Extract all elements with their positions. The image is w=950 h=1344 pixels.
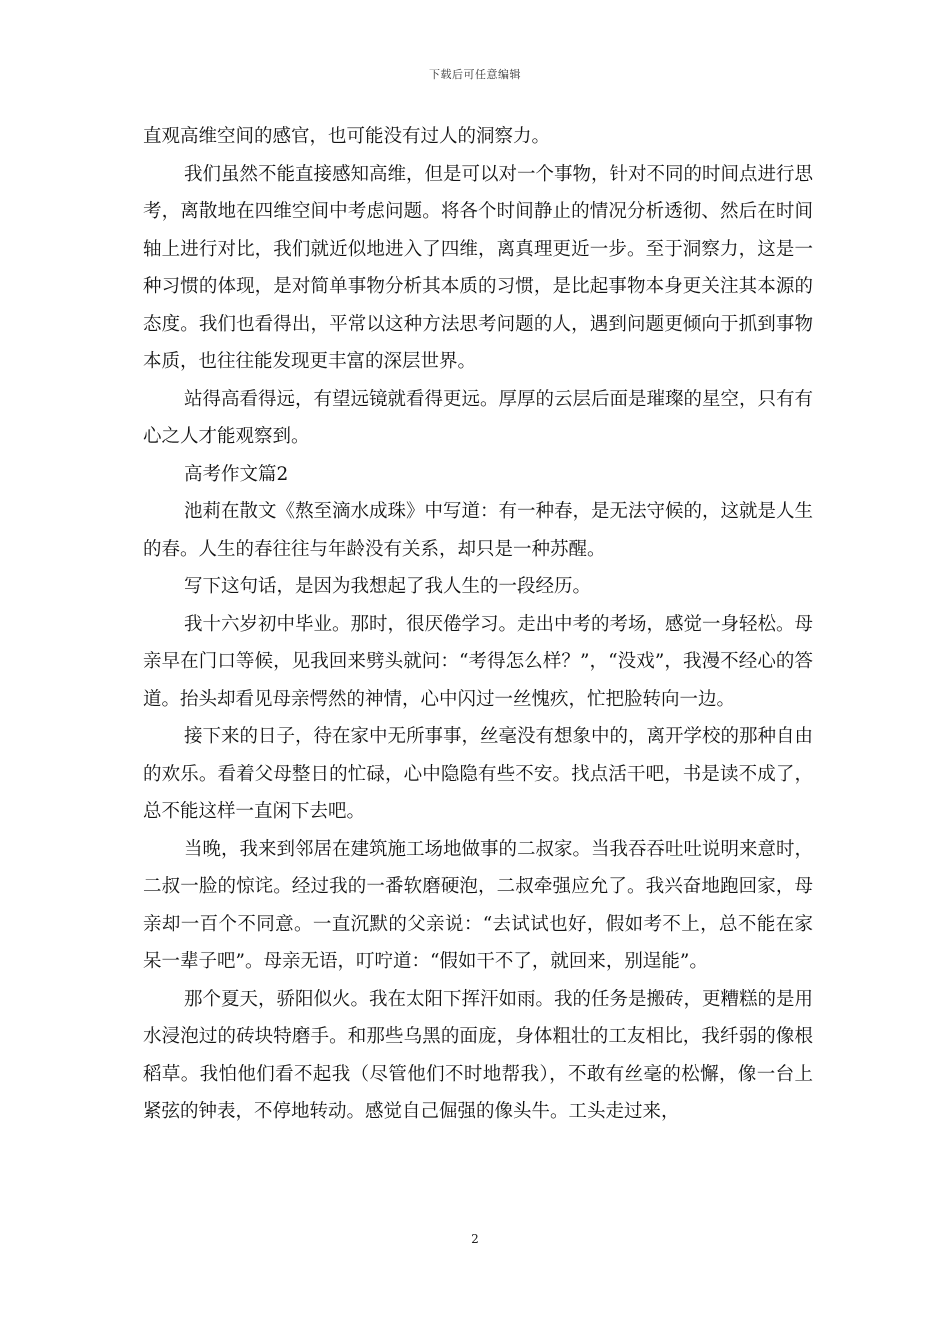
paragraph: 当晚，我来到邻居在建筑施工场地做事的二叔家。当我吞吞吐吐说明来意时，二叔一脸的惊诧。经过我的一番软磨硬泡，二叔牵强应允了。我兴奋地跑回家，母亲却一百个不同意。一直沉默的父亲说：“去试试也好，假如考不上，总不能在家呆一辈子吧”。母亲无语，叮咛道：“假如干不了，就回来，别逞能”。 bbox=[143, 838, 814, 972]
section-heading: 高考作文篇2 bbox=[184, 463, 289, 485]
paragraph: 池莉在散文《熬至滴水成珠》中写道：有一种春，是无法守候的，这就是人生的春。人生的春往往与年龄没有关系，却只是一种苏醒。 bbox=[143, 501, 814, 560]
paragraph: 直观高维空间的感官，也可能没有过人的洞察力。 bbox=[143, 126, 551, 147]
paragraph: 站得高看得远，有望远镜就看得更远。厚厚的云层后面是璀璨的星空，只有有心之人才能观察到。 bbox=[143, 388, 814, 447]
page-number: 2 bbox=[471, 1232, 479, 1246]
paragraph: 写下这句话，是因为我想起了我人生的一段经历。 bbox=[184, 576, 592, 597]
paragraph: 我十六岁初中毕业。那时，很厌倦学习。走出中考的考场，感觉一身轻松。母亲早在门口等候，见我回来劈头就问：“考得怎么样？”，“没戏”，我漫不经心的答道。抬头却看见母亲愕然的神情，心中闪过一丝愧疚，忙把脸转向一边。 bbox=[143, 613, 814, 710]
paragraph: 接下来的日子，待在家中无所事事，丝毫没有想象中的，离开学校的那种自由的欢乐。看着父母整日的忙碌，心中隐隐有些不安。找点活干吧，书是读不成了，总不能这样一直闲下去吧。 bbox=[143, 726, 814, 822]
document-body bbox=[143, 118, 813, 1131]
paragraph: 那个夏天，骄阳似火。我在太阳下挥汗如雨。我的任务是搬砖，更糟糕的是用水浸泡过的砖块特磨手。和那些乌黑的面庞，身体粗壮的工友相比，我纤弱的像根稻草。我怕他们看不起我（尽管他们不时地帮我），不敢有丝毫的松懈，像一台上紧弦的钟表，不停地转动。感觉自己倔强的像头牛。工头走过来， bbox=[143, 988, 814, 1122]
page-header: 下载后可任意编辑 bbox=[429, 68, 521, 81]
paragraph: 我们虽然不能直接感知高维，但是可以对一个事物，针对不同的时间点进行思考，离散地在四维空间中考虑问题。将各个时间静止的情况分析透彻、然后在时间轴上进行对比，我们就近似地进入了四维，离真理更近一步。至于洞察力，这是一种习惯的体现，是对简单事物分析其本质的习惯，是比起事物本身更关注其本源的态度。我们也看得出，平常以这种方法思考问题的人，遇到问题更倾向于抓到事物本质，也往往能发现更丰富的深层世界。 bbox=[143, 163, 814, 372]
